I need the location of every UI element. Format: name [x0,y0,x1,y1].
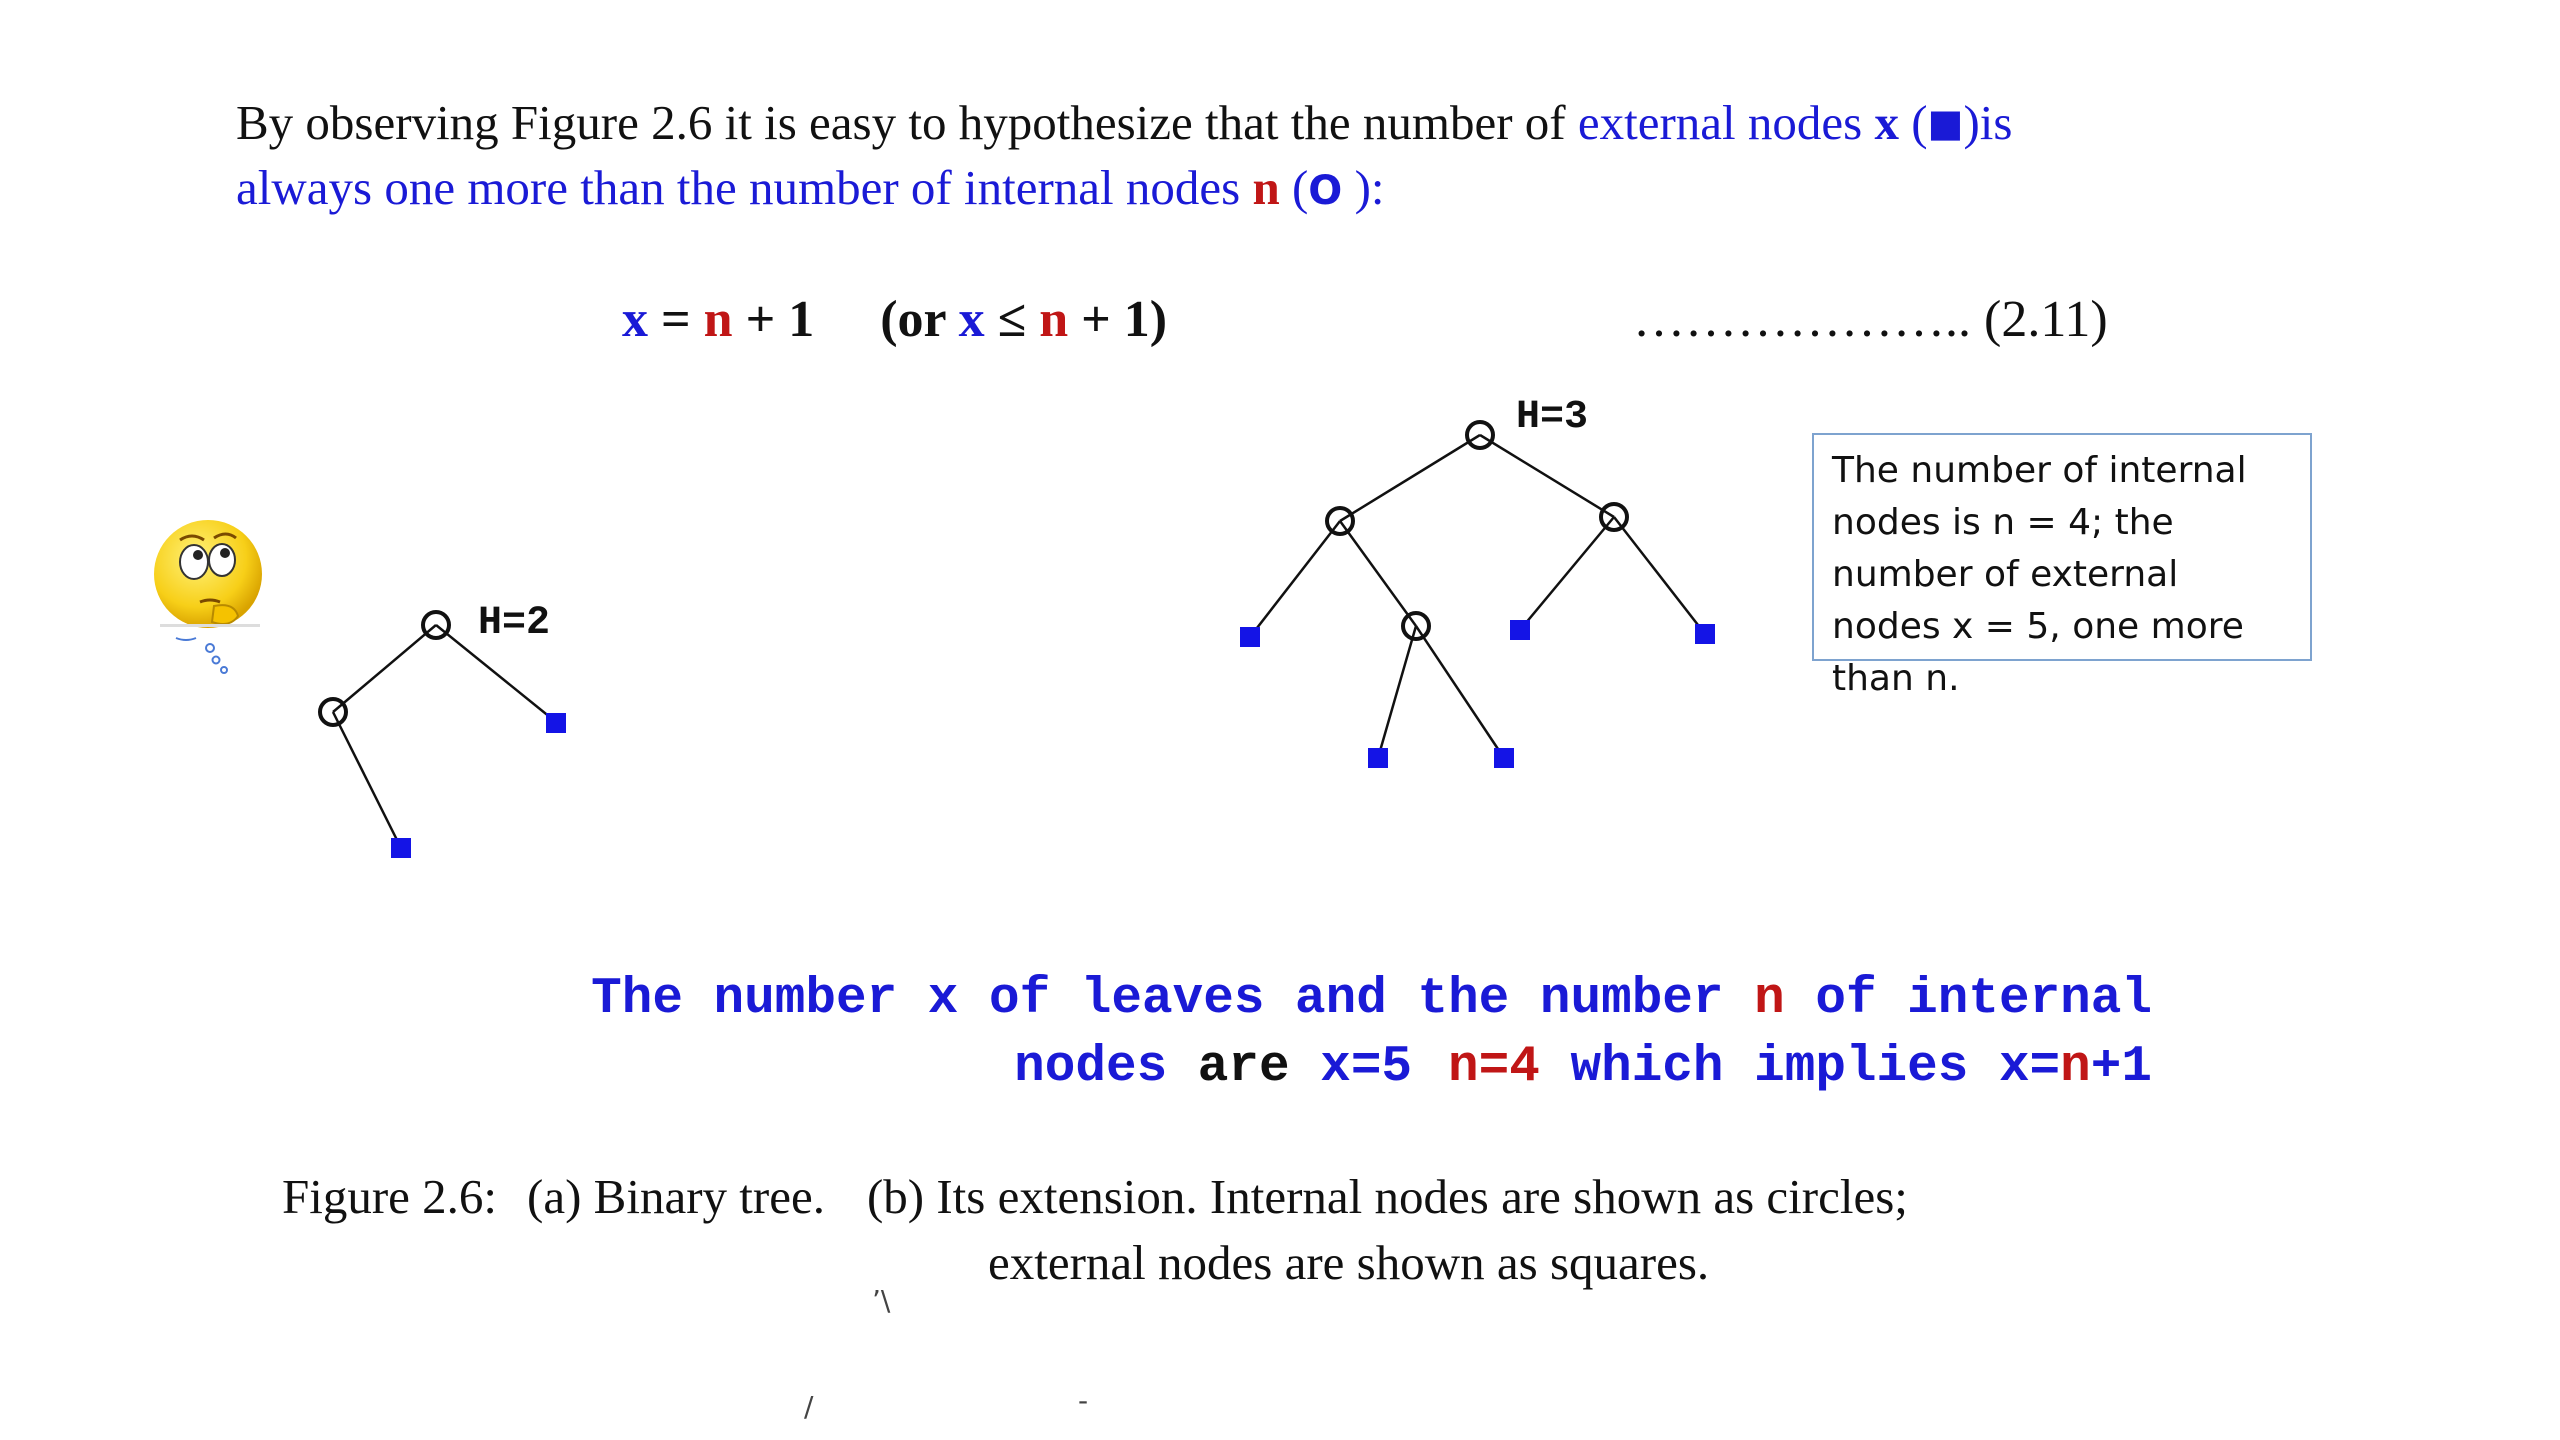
eq-plus1: + 1 [732,291,815,348]
intro-text-2-end: ): [1342,160,1385,215]
intro-text-1: By observing Figure 2.6 it is easy to hypothesize that the number of [236,95,1578,150]
paren: ( [1279,160,1309,215]
eq-leq: ≤ [984,291,1040,348]
tree-b-external-nodes [1240,620,1715,768]
tree-b-height-label: H=3 [1516,395,1589,440]
n-variable: n [1252,160,1280,215]
summary-n: n [1754,971,1785,1028]
x-variable: x [1874,95,1899,150]
paren: ( [1898,95,1928,150]
summary-implies: which implies x= [1539,1039,2061,1096]
eq-equals: = [648,291,704,348]
tree-b-internal-nodes [1327,422,1627,639]
caption-line-2: external nodes are shown as squares. [988,1235,1710,1290]
tree-b-external-node [1494,748,1514,768]
intro-text-2: always one more than the number of internal nodes [236,160,1253,215]
eq-plus1-close: + 1) [1068,291,1168,348]
square-node-icon: ■ [1927,101,1964,145]
tree-b-external-node [1510,620,1530,640]
tree-a-external-node [546,713,566,733]
summary-statement [400,966,2152,1102]
tree-a-edges [333,625,556,848]
stray-mark: / [804,1390,814,1423]
eq-x: x [622,291,648,348]
summary-line-2 [400,1034,2152,1102]
summary-nodes: nodes [1014,1039,1168,1096]
tree-a-external-nodes [391,713,566,858]
caption-part-b: (b) Its extension. Internal nodes are shown as circles; [866,1169,1908,1224]
eq-n2: n [1039,291,1069,348]
tree-b-edges [1250,435,1705,758]
tree-b-external-node [1240,627,1260,647]
eq-or: (or [880,291,959,348]
eq-n: n [703,291,733,348]
summary-x5: x=5 [1320,1039,1413,1096]
tree-b-external-node [1695,624,1715,644]
stray-mark: ’\ [872,1284,891,1317]
summary-text-2: of internal [1784,971,2152,1028]
external-nodes-term: external nodes [1577,95,1875,150]
summary-are: are [1167,1039,1321,1096]
summary-line-1 [400,966,2152,1034]
tree-a-external-node [391,838,411,858]
caption-label: Figure 2.6: [282,1169,498,1224]
stray-mark: - [1078,1384,1089,1417]
figure-caption [282,1164,1908,1296]
thinking-emoji-icon [118,510,298,690]
caption-part-a: (a) Binary tree. [527,1169,825,1224]
summary-plus1: +1 [2090,1039,2152,1096]
summary-n4: n=4 [1448,1039,1540,1096]
tree-b-external-node [1368,748,1388,768]
summary-text-1: The number x of leaves and the number [591,971,1755,1028]
equation-number: ……………….. (2.11) [1633,291,2108,348]
circle-node-icon: O [1308,168,1343,214]
intro-text-1-end: )is [1963,95,2013,150]
tree-a-height-label: H=2 [478,601,551,646]
eq-x2: x [958,291,985,348]
note-box: The number of internal nodes is n = 4; the number of external nodes x = 5, one more than n. [1812,433,2312,661]
summary-n-final: n [2060,1039,2091,1096]
